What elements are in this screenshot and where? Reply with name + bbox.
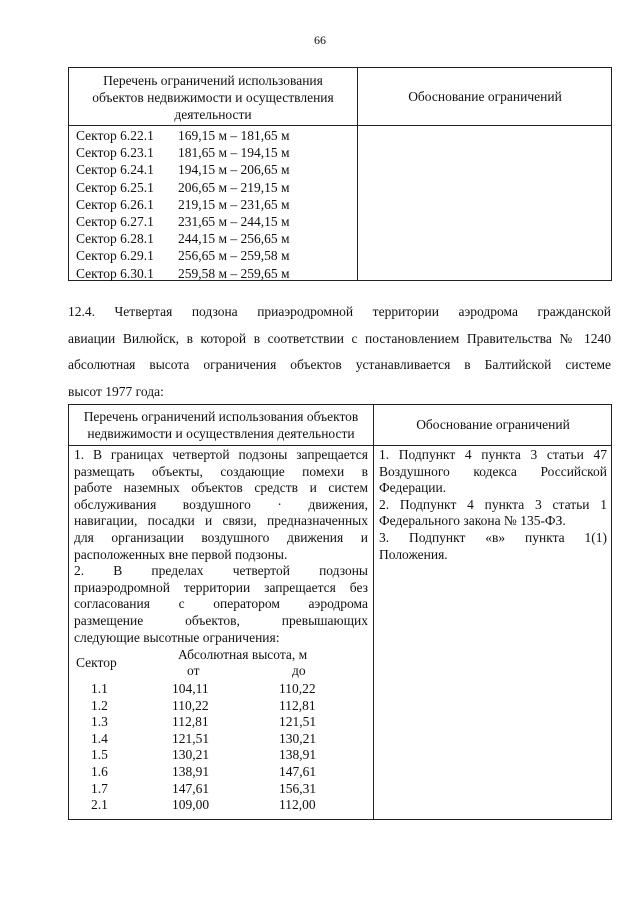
sector-cell: 1.2	[91, 697, 108, 713]
table1-header-left	[73, 72, 353, 123]
from-column-header: от	[187, 663, 200, 678]
text-line: обслуживания воздушного · движения,	[74, 496, 368, 512]
from-height-cell: 130,21	[172, 747, 210, 763]
text-line: работе наземных объектов средств и систем	[74, 480, 368, 496]
table-row	[74, 797, 368, 814]
header-divider	[69, 445, 611, 446]
sector-label: Сектор 6.28.1	[76, 231, 154, 247]
text-line: 3. Подпункт «в» пункта 1(1)	[379, 529, 607, 545]
to-column-header: до	[292, 663, 306, 678]
sector-column-header: Сектор	[76, 655, 117, 670]
sector-label: Сектор 6.30.1	[76, 265, 154, 281]
column-divider	[373, 405, 374, 819]
table2-header-right: Обоснование ограничений	[416, 417, 570, 432]
section-paragraph	[68, 299, 611, 405]
to-height-cell: 121,51	[279, 714, 317, 730]
text-line: Федерального закона № 135-ФЗ.	[379, 513, 566, 529]
paragraph-line: высот 1977 года:	[68, 383, 164, 399]
header-line: объектов недвижимости и осуществления	[92, 90, 334, 105]
to-height-cell: 147,61	[279, 763, 317, 779]
text-line: согласования с оператором аэродрома	[74, 596, 368, 612]
text-line: Воздушного кодекса Российской	[379, 463, 607, 479]
sector-cell: 1.1	[91, 681, 108, 696]
text-line: размещение объектов, превышающих	[74, 612, 368, 628]
table-row	[76, 161, 290, 178]
table-row	[74, 764, 368, 781]
text-line: следующие высотные ограничения:	[74, 629, 280, 645]
restrictions-text	[74, 447, 368, 646]
from-height-cell: 104,11	[172, 681, 209, 696]
table2-header-left	[73, 408, 369, 442]
header-line: недвижимости и осуществления деятельности	[87, 426, 355, 441]
paragraph-line: авиации Вилюйск, в которой в соответствии с постановлением Правительства № 1240	[68, 330, 611, 346]
to-height-cell: 110,22	[279, 681, 316, 696]
text-line: 2. В пределах четвертой подзоны	[74, 563, 368, 579]
sector-range: 231,65 м – 244,15 м	[178, 213, 290, 229]
from-height-cell: 138,91	[172, 763, 210, 779]
sector-range: 206,65 м – 219,15 м	[178, 179, 290, 195]
from-height-cell: 147,61	[172, 780, 210, 796]
sector-range: 181,65 м – 194,15 м	[178, 145, 290, 161]
justification-text	[379, 447, 607, 563]
header-line: Перечень ограничений использования	[103, 73, 323, 88]
sector-cell: 1.7	[91, 780, 108, 796]
text-line: приаэродромной территории запрещается без	[74, 579, 368, 595]
sector-label: Сектор 6.24.1	[76, 162, 154, 178]
table-row	[76, 265, 290, 282]
table-row	[76, 179, 290, 196]
header-line: Перечень ограничений использования объектов	[83, 409, 359, 424]
sector-cell: 1.3	[91, 714, 108, 730]
table-row	[76, 230, 290, 247]
table-row	[76, 247, 290, 264]
sector-range: 256,65 м – 259,58 м	[178, 248, 290, 264]
text-line: размещать объекты, создающие помехи в	[74, 463, 368, 479]
header-divider	[69, 125, 611, 126]
text-line: расположенных вне первой подзоны.	[74, 546, 288, 562]
to-height-cell: 112,81	[279, 697, 316, 713]
to-height-cell: 156,31	[279, 780, 317, 796]
text-line: 2. Подпункт 4 пункта 3 статьи 1	[379, 496, 607, 512]
table-row	[76, 196, 290, 213]
paragraph-line: абсолютная высота ограничения объектов устанавливается в Балтийской системе	[68, 357, 611, 372]
text-line: Положения.	[379, 546, 448, 562]
table-row	[76, 144, 290, 161]
sector-label: Сектор 6.29.1	[76, 248, 154, 264]
sector-cell: 2.1	[91, 797, 108, 813]
sector-range: 194,15 м – 206,65 м	[178, 162, 290, 178]
sector-restrictions-table-1	[68, 67, 612, 281]
table-row	[76, 213, 290, 230]
sector-cell: 1.5	[91, 747, 108, 763]
header-line: деятельности	[174, 107, 252, 122]
sector-label: Сектор 6.23.1	[76, 145, 154, 161]
to-height-cell: 112,00	[279, 797, 316, 813]
paragraph-line: 12.4. Четвертая подзона приаэродромной территории аэродрома гражданской	[68, 304, 611, 319]
sector-label: Сектор 6.26.1	[76, 196, 154, 212]
table1-rows	[76, 127, 290, 282]
table-row	[74, 714, 368, 731]
text-line: 1. В границах четвертой подзоны запрещается	[74, 447, 368, 462]
sector-range: 219,15 м – 231,65 м	[178, 196, 290, 212]
fourth-subzone-table	[68, 404, 612, 820]
text-line: для организации воздушного движения и	[74, 529, 368, 545]
table-row	[74, 681, 368, 698]
page-number: 66	[314, 33, 326, 47]
height-caption: Абсолютная высота, м	[178, 647, 308, 662]
sector-label: Сектор 6.22.1	[76, 128, 154, 143]
table1-header-right: Обоснование ограничений	[408, 88, 562, 104]
table-row	[74, 781, 368, 798]
height-rows	[74, 681, 368, 814]
table-row	[76, 127, 290, 144]
sector-label: Сектор 6.27.1	[76, 213, 154, 229]
table-row	[74, 698, 368, 715]
scan-speck	[508, 277, 510, 279]
sector-range: 244,15 м – 256,65 м	[178, 231, 290, 247]
from-height-cell: 121,51	[172, 730, 210, 746]
from-height-cell: 112,81	[172, 714, 209, 730]
sector-range: 259,58 м – 259,65 м	[178, 265, 290, 281]
text-line: Федерации.	[379, 480, 447, 496]
table-row	[74, 747, 368, 764]
to-height-cell: 138,91	[279, 747, 317, 763]
sector-label: Сектор 6.25.1	[76, 179, 154, 195]
text-line: навигации, посадки и связи, предназначенных	[74, 513, 368, 529]
text-line: 1. Подпункт 4 пункта 3 статьи 47	[379, 447, 607, 462]
sector-range: 169,15 м – 181,65 м	[178, 128, 290, 143]
from-height-cell: 109,00	[172, 797, 210, 813]
sector-cell: 1.6	[91, 763, 108, 779]
to-height-cell: 130,21	[279, 730, 317, 746]
from-height-cell: 110,22	[172, 697, 209, 713]
sector-cell: 1.4	[91, 730, 108, 746]
table-row	[74, 731, 368, 748]
